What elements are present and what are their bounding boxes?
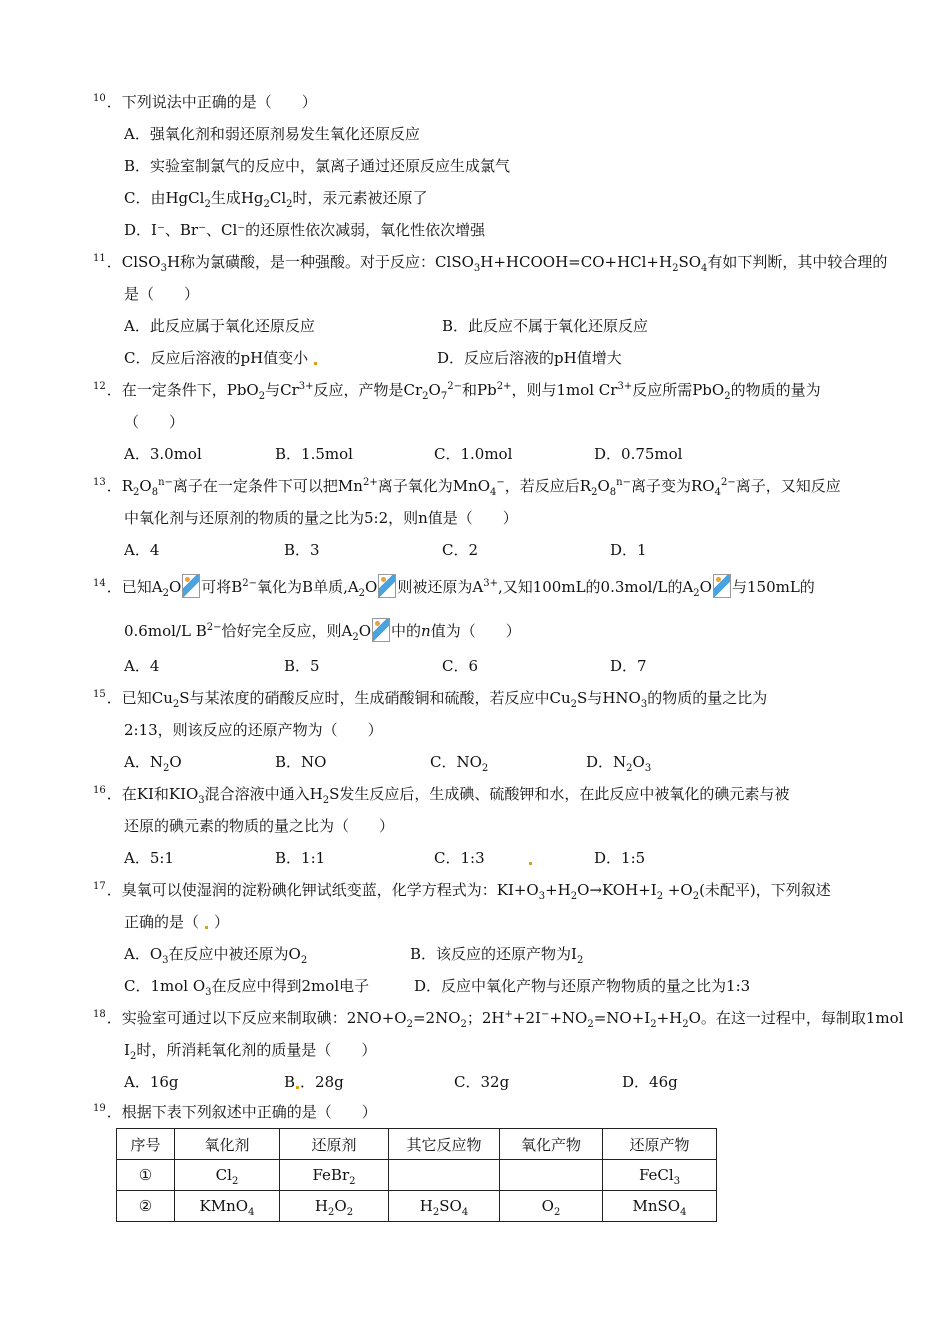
broken-image-icon (713, 574, 731, 598)
q16-option-d: D．1:5 (594, 849, 646, 867)
question-13: $^{13}$．$R_2O_8^{n-}$离子在一定条件下可以把$Mn^{2+}$离子氧化为MnO$_4$−，若反应后$R_2O_8^{n-}$离子变为$RO_4^{2-}$离子，又知反应 (93, 477, 841, 498)
question-14: $^{14}$．已知$A_2O$ 可将$B^{2-}$氧化为B单质$,A_2O$ 则被还原为$A^{3+}$,又知100mL的0.3mol/L的$A_2O$ 与150mL的 (93, 574, 815, 598)
q12-option-d: D．0.75mol (594, 445, 683, 463)
table-cell: MnSO$_4$ (603, 1191, 717, 1222)
q17-option-d: D．反应中氧化产物与还原产物物质的量之比为1:3 (414, 977, 751, 995)
q18-option-a: A．16g (124, 1073, 179, 1091)
q13-option-b: B．3 (284, 541, 320, 559)
table-header: 还原剂 (280, 1129, 389, 1160)
question-16: $^{16}$．在KI和$KIO_3$混合溶液中通入$H_2S$发生反应后，生成碘、硫酸钾和水，在此反应中被氧化的碘元素与被 (93, 785, 790, 806)
redox-table (116, 1128, 717, 1222)
table-cell: $O_2$ (500, 1191, 603, 1222)
q15-stem-cont: 2:13，则该反应的还原产物为（ ） (124, 721, 383, 739)
question-15: $^{15}$．已知$Cu_2S$与某浓度的硝酸反应时，生成硝酸铜和硫酸，若反应中$Cu_2S$与$HNO_3$的物质的量之比为 (93, 689, 768, 710)
q11-option-a: A．此反应属于氧化还原反应 (124, 317, 315, 335)
table-header: 氧化剂 (175, 1129, 280, 1160)
question-12: $^{12}$．在一定条件下，PbO$_2$与$Cr^{3+}$反应，产物是$Cr_2O_7^{2-}$和$Pb^{2+}$，则与1mol $Cr^{3+}$反应所需PbO$_2$的物质的量为 (93, 381, 821, 402)
q12-option-c: C．1.0mol (434, 445, 513, 463)
q16-option-a: A．5:1 (124, 849, 174, 867)
question-19: $^{19}$．根据下表下列叙述中正确的是（ ） (93, 1103, 377, 1121)
broken-image-icon (182, 574, 200, 598)
q12-stem-cont: （ ） (124, 413, 185, 431)
q10-option-a: A．强氧化剂和弱还原剂易发生氧化还原反应 (124, 125, 420, 143)
ink-dot (314, 362, 317, 365)
q14-option-a: A．4 (124, 657, 160, 675)
question-17: $^{17}$．臭氧可以使湿润的淀粉碘化钾试纸变蓝，化学方程式为：$KI+O_3+H_2O\to KOH+I_2 +O_2$(未配平)，下列叙述 (93, 881, 831, 902)
q17-option-a: A．$O_3$在反应中被还原为$O_2$ (124, 945, 308, 966)
q18-option-d: D．46g (622, 1073, 678, 1091)
table-header-row (117, 1129, 717, 1160)
q14-option-d: D．7 (610, 657, 647, 675)
q13-stem-cont: 中氧化剂与还原剂的物质的量之比为5:2，则n值是（ ） (124, 509, 518, 527)
table-cell (389, 1160, 500, 1191)
q11-option-b: B．此反应不属于氧化还原反应 (442, 317, 649, 335)
table-cell (500, 1160, 603, 1191)
table-header: 其它反应物 (389, 1129, 500, 1160)
broken-image-icon (378, 574, 396, 598)
q16-stem-cont: 还原的碘元素的物质的量之比为（ ） (124, 817, 395, 835)
q10-option-c: C．由HgCl$_2$生成$Hg_2Cl_2$时，汞元素被还原了 (124, 189, 428, 210)
q14-option-b: B．5 (284, 657, 320, 675)
broken-image-icon (372, 618, 390, 642)
ink-dot (296, 1086, 299, 1089)
q12-option-b: B．1.5mol (275, 445, 353, 463)
table-row (117, 1160, 717, 1191)
q18-option-b: B ．28g (284, 1073, 344, 1091)
question-10: $^{10}$．下列说法中正确的是（ ） (93, 93, 317, 111)
q15-option-c: C．$NO_2$ (430, 753, 489, 774)
table-header: 氧化产物 (500, 1129, 603, 1160)
ink-dot (529, 862, 532, 865)
table-cell: ② (117, 1191, 175, 1222)
q11-option-c: C．反应后溶液的pH值变小 (124, 348, 323, 368)
table-header: 序号 (117, 1129, 175, 1160)
q11-option-d: D．反应后溶液的pH值增大 (437, 349, 622, 367)
q10-option-d: D．I⁻、Br⁻、Cl⁻的还原性依次减弱，氧化性依次增强 (124, 221, 486, 239)
q16-option-b: B．1:1 (275, 849, 326, 867)
q13-option-d: D．1 (610, 541, 647, 559)
table-cell: FeCl$_3$ (603, 1160, 717, 1191)
q12-option-a: A．3.0mol (124, 445, 202, 463)
q15-option-a: A．$N_2O$ (124, 753, 182, 774)
table-cell: $H_2O_2$ (280, 1191, 389, 1222)
q13-option-c: C．2 (442, 541, 479, 559)
question-18: $^{18}$．实验室可通过以下反应来制取碘：$2NO+O_2=2NO_2$；$2H^++2I^-+NO_2=NO+I_2+H_2O$。在这一过程中，每制取1mol (93, 1009, 904, 1030)
table-cell: $Cl_2$ (175, 1160, 280, 1191)
q14-option-c: C．6 (442, 657, 479, 675)
q15-option-d: D．$N_2O_3$ (586, 753, 652, 774)
q13-option-a: A．4 (124, 541, 160, 559)
table-cell: FeBr$_2$ (280, 1160, 389, 1191)
q17-option-b: B．该反应的还原产物为$I_2$ (410, 945, 584, 966)
table-cell: ① (117, 1160, 175, 1191)
ink-dot (205, 926, 208, 929)
table-cell: KMnO$_4$ (175, 1191, 280, 1222)
q16-option-c: C．1:3 (434, 848, 538, 868)
q17-stem-cont: 正确的是（ ） (124, 913, 230, 931)
q18-option-c: C．32g (454, 1073, 510, 1091)
table-cell: $H_2SO_4$ (389, 1191, 500, 1222)
q15-option-b: B．NO (275, 753, 327, 771)
table-header: 还原产物 (603, 1129, 717, 1160)
q14-stem-cont: 0.6mol/L $B^{2-}$恰好完全反应，则$A_2O$ 中的n值为（ ） (124, 618, 521, 642)
table-row (117, 1191, 717, 1222)
q17-option-c: C．1mol $O_3$在反应中得到2mol电子 (124, 977, 370, 998)
question-11: $^{11}$．ClSO$_3$H称为氯磺酸，是一种强酸。对于反应：$ClSO_3H+HCOOH=CO+HCl+H_2SO_4$有如下判断，其中较合理的 (93, 253, 888, 274)
q18-stem-cont: $I_2$时，所消耗氧化剂的质量是（ ） (124, 1041, 377, 1062)
q11-stem-cont: 是（ ） (124, 285, 200, 303)
q10-option-b: B．实验室制氯气的反应中，氯离子通过还原反应生成氯气 (124, 157, 511, 175)
